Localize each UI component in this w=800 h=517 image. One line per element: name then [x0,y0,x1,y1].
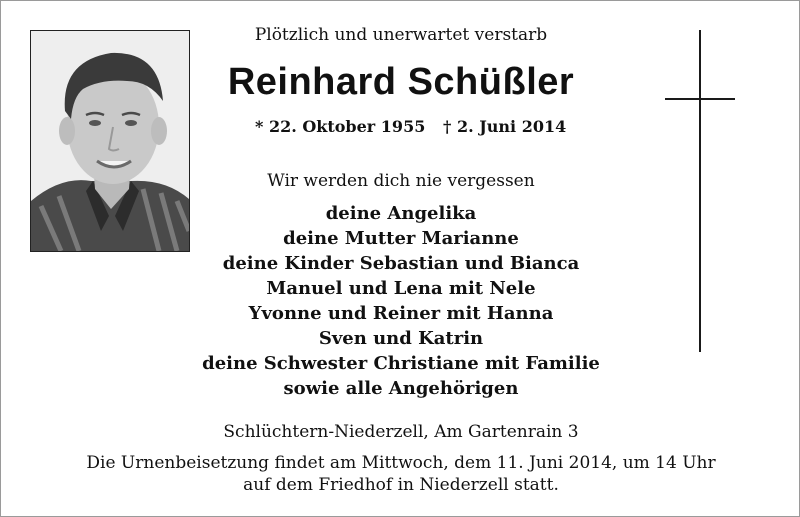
mourner-line: Sven und Katrin [318,328,484,349]
address-text: Schlüchtern-Niederzell, Am Gartenrain 3 [223,422,579,442]
death-date: † 2. Juni 2014 [443,117,567,136]
portrait-photo [30,30,190,252]
mourner-line: Yvonne und Reiner mit Hanna [248,303,554,324]
intro-text: Plötzlich und unerwartet verstarb [254,25,548,45]
cross-icon-bar [665,98,735,100]
cross-icon [699,30,701,352]
funeral-line-1: Die Urnenbeisetzung findet am Mittwoch, dem 11. Juni 2014, um 14 Uhr [86,453,716,473]
mourner-line: deine Angelika [325,203,477,224]
deceased-name: Reinhard Schüßler [227,61,575,103]
mourner-line: deine Mutter Marianne [283,228,519,249]
funeral-line-2: auf dem Friedhof in Niederzell statt. [243,475,559,495]
funeral-info [41,452,761,496]
mourners-list [201,201,601,401]
mourner-line: deine Kinder Sebastian und Bianca [222,253,580,274]
portrait-image [31,31,189,251]
mourner-line: Manuel und Lena mit Nele [266,278,536,299]
farewell-text: Wir werden dich nie vergessen [267,171,535,191]
birth-date: * 22. Oktober 1955 [255,117,426,136]
mourner-line: deine Schwester Christiane mit Familie [202,353,600,374]
mourner-line: sowie alle Angehörigen [283,378,519,399]
